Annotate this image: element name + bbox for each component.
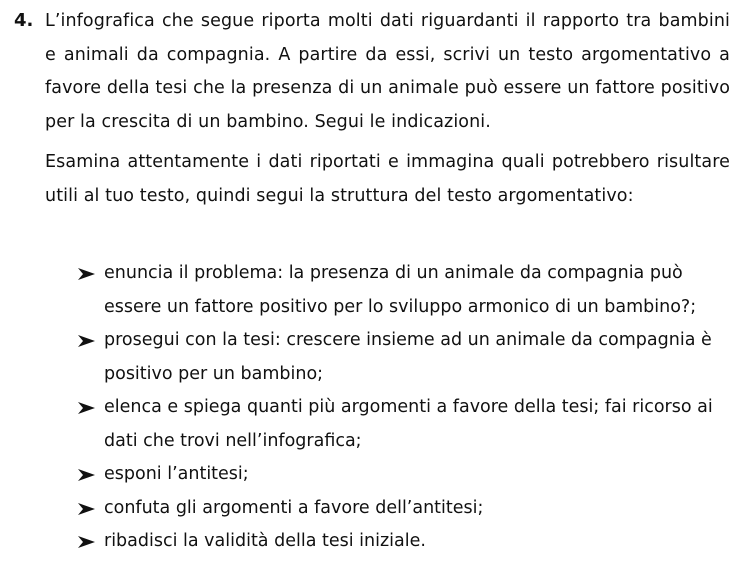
- list-item: [0, 324, 730, 391]
- exercise-number: 4.: [14, 10, 34, 31]
- arrowhead-bullet-icon: [78, 469, 95, 481]
- exercise-intro: L’infografica che segue riporta molti dati riguardanti il rapporto tra bambini e animali da compagnia. A partire da essi, scrivi un testo argomentativo a favore della tesi che la presenza di un animale può essere un fattore positivo per la crescita di un bambino. Segui le indicazioni.: [45, 11, 730, 132]
- step-text: ribadisci la validità della tesi iniziale.: [104, 531, 426, 551]
- arrowhead-bullet-icon: [78, 503, 95, 515]
- step-text: enuncia il problema: la presenza di un animale da compagnia può essere un fattore positivo per lo sviluppo armonico di un bambino?;: [104, 263, 697, 317]
- step-text: prosegui con la tesi: crescere insieme ad un animale da compagnia è positivo per un bambino;: [104, 330, 712, 384]
- arrowhead-bullet-icon: [78, 335, 95, 347]
- list-item: [0, 492, 730, 526]
- list-item: [0, 458, 730, 492]
- steps-list: [0, 257, 747, 559]
- exercise-instructions: Esamina attentamente i dati riportati e immagina quali potrebbero risultare utili al tuo testo, quindi segui la struttura del testo argomentativo:: [45, 152, 730, 206]
- arrowhead-bullet-icon: [78, 536, 95, 548]
- step-text: elenca e spiega quanti più argomenti a favore della tesi; fai ricorso ai dati che trovi nell’infografica;: [104, 397, 713, 451]
- list-item: [0, 525, 730, 559]
- arrowhead-bullet-icon: [78, 402, 95, 414]
- step-text: esponi l’antitesi;: [104, 464, 249, 484]
- arrowhead-bullet-icon: [78, 268, 95, 280]
- list-item: [0, 391, 730, 458]
- list-item: [0, 257, 730, 324]
- step-text: confuta gli argomenti a favore dell’antitesi;: [104, 497, 484, 518]
